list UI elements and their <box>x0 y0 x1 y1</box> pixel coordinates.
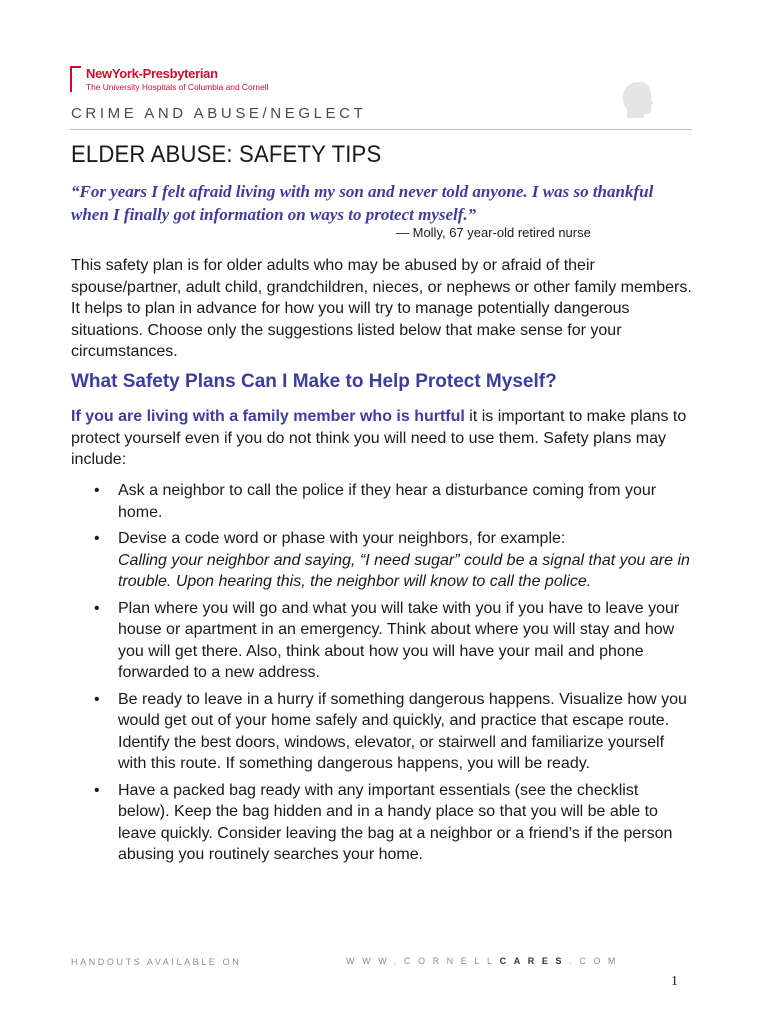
footer-url-suffix: .COM <box>569 956 624 966</box>
page-number: 1 <box>671 974 678 989</box>
page-title: ELDER ABUSE: SAFETY TIPS <box>71 141 382 168</box>
intro-text: This safety plan is for older adults who may be abused by or afraid of their spouse/partner, adult child, grandchildren, nieces, or nephews or other family members. It helps to plan in advance for how you will try to manage potentially dangerous situations. Choose only the suggestions listed below that make sense for your circumstances. <box>71 257 692 360</box>
list-item <box>71 689 693 775</box>
section-label: CRIME AND ABUSE/NEGLECT <box>71 105 367 122</box>
list-item <box>71 598 693 684</box>
list-item <box>71 480 693 523</box>
quote-attribution: — Molly, 67 year-old retired nurse <box>396 225 591 240</box>
tip-text: Be ready to leave in a hurry if something dangerous happens. Visualize how you would get out of your home safely and quickly, and practice that escape route. Identify the best doors, windows, elevator, or stairwell and familiarize yourself with this route. If something dangerous happens, you will be ready. <box>118 690 687 772</box>
logo-name: NewYork-Presbyterian <box>86 66 218 81</box>
logo-mark-bar <box>70 77 72 92</box>
footer-handouts-label: HANDOUTS AVAILABLE ON <box>71 957 242 967</box>
safety-tips-list <box>71 480 693 871</box>
tip-text: Ask a neighbor to call the police if they hear a disturbance coming from your home. <box>118 482 657 521</box>
footer-url-bold: CARES <box>499 956 570 966</box>
tip-example: Calling your neighbor and saying, “I need sugar” could be a signal that you are in trouble. Upon hearing this, the neighbor will know to call the police. <box>118 551 690 590</box>
logo-mark-icon <box>70 66 81 77</box>
head-silhouette-icon <box>617 78 661 122</box>
footer-website-link[interactable] <box>346 956 623 966</box>
bullet: • <box>94 690 100 708</box>
list-item <box>71 528 693 593</box>
logo-subtitle: The University Hospitals of Columbia and Cornell <box>86 82 269 92</box>
tip-text: Devise a code word or phase with your neighbors, for example: <box>118 530 566 547</box>
intro-paragraph <box>71 255 693 363</box>
header-divider <box>70 129 692 130</box>
bullet: • <box>94 482 100 499</box>
bullet: • <box>94 599 100 617</box>
bullet: • <box>94 530 100 547</box>
testimonial-quote: “For years I felt afraid living with my son and never told anyone. I was so thankful when I finally got information on ways to protect myself.” <box>71 182 654 224</box>
footer-url-prefix: WWW.CORNELL <box>346 956 500 966</box>
list-item <box>71 780 693 866</box>
lead-highlight: If you are living with a family member who is hurtful <box>71 408 465 425</box>
tip-text: Plan where you will go and what you will take with you if you have to leave your house or apartment in an emergency. Think about where you will stay and how you will get there. Also, think about how you will have your mail and phone forwarded to a new address. <box>118 599 680 681</box>
lead-paragraph <box>71 406 693 471</box>
bullet: • <box>94 781 100 799</box>
lead-text: it is important to make plans to protect yourself even if you do not think you will need to use them. Safety plans may include: <box>71 408 687 468</box>
tip-text: Have a packed bag ready with any important essentials (see the checklist below). Keep the bag hidden and in a handy place so that you will be able to leave quickly. Consider leaving the bag at a neighbor or a friend’s if the person abusing you routinely searches your home. <box>118 781 673 863</box>
section-heading: What Safety Plans Can I Make to Help Protect Myself? <box>71 371 557 392</box>
